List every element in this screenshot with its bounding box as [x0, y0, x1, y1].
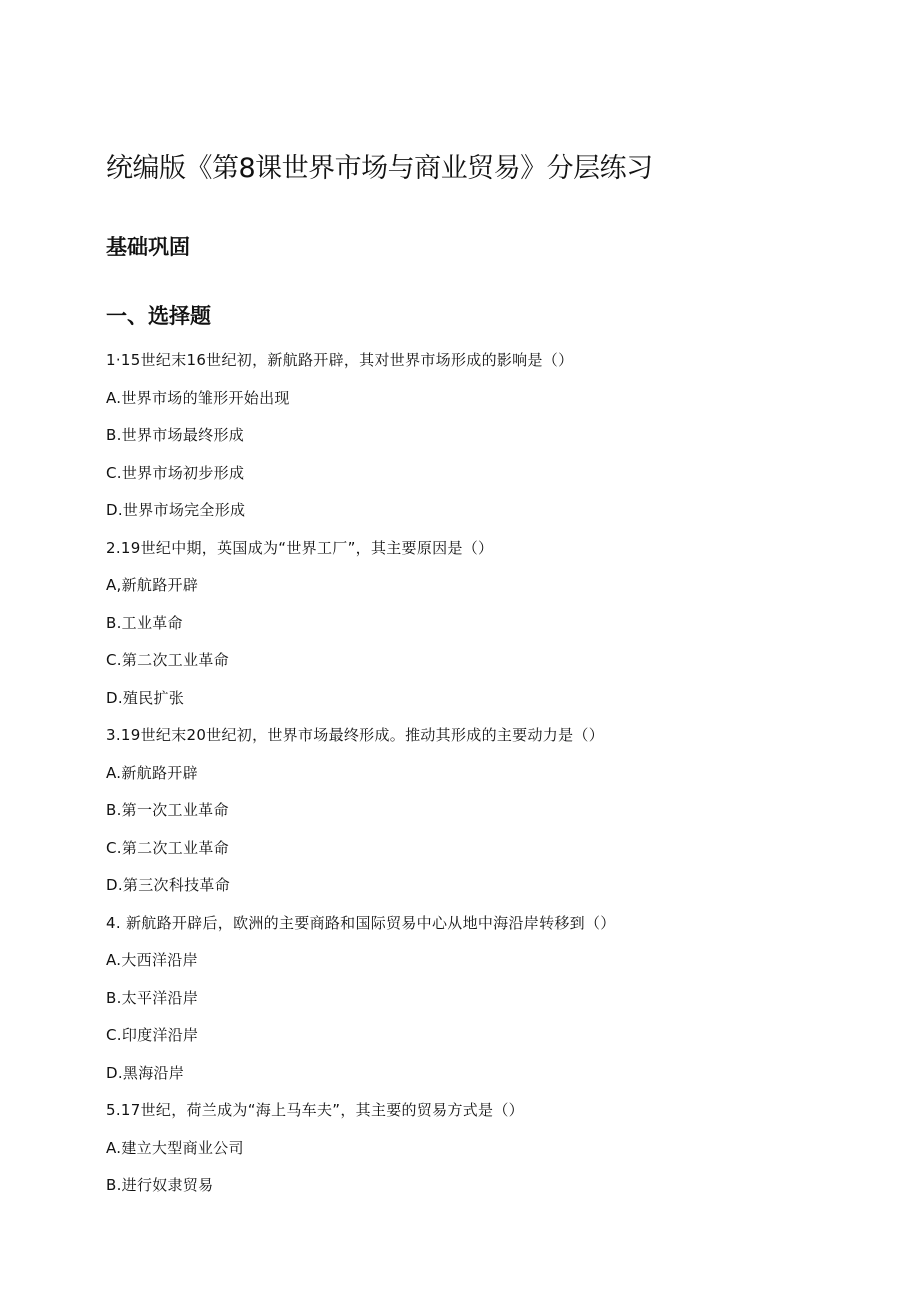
question-stem: 5.17世纪，荷兰成为“海上马车夫”，其主要的贸易方式是（）	[106, 1101, 524, 1119]
option-c: C.印度洋沿岸	[106, 1026, 199, 1044]
option-b: B.进行奴隶贸易	[106, 1176, 214, 1194]
option-d: D.黑海沿岸	[106, 1063, 185, 1082]
option-b: B.第一次工业革命	[106, 801, 229, 819]
question-5	[106, 1092, 846, 1205]
part-title: 一、选择题	[106, 304, 211, 328]
option-b: B.世界市场最终形成	[106, 426, 245, 444]
question-1	[106, 342, 846, 530]
question-2	[106, 530, 846, 718]
question-stem: 1·15世纪末16世纪初，新航路开辟，其对世界市场形成的影响是（）	[106, 351, 574, 369]
option-d: D.殖民扩张	[106, 688, 185, 707]
option-a: A.大西洋沿岸	[106, 951, 198, 969]
option-a: A,新航路开辟	[106, 576, 199, 594]
option-a: A.新航路开辟	[106, 763, 198, 782]
question-list	[106, 342, 846, 1205]
option-d: D.世界市场完全形成	[106, 501, 246, 519]
option-c: C.世界市场初步形成	[106, 463, 245, 482]
question-stem: 3.19世纪末20世纪初，世界市场最终形成。推动其形成的主要动力是（）	[106, 726, 604, 744]
page-title: 统编版《第8课世界市场与商业贸易》分层练习	[106, 153, 653, 184]
option-b: B.太平洋沿岸	[106, 988, 199, 1007]
question-stem: 2.19世纪中期，英国成为“世界工厂”，其主要原因是（）	[106, 538, 494, 557]
option-c: C.第二次工业革命	[106, 651, 229, 669]
option-c: C.第二次工业革命	[106, 838, 229, 857]
option-a: A.世界市场的雏形开始出现	[106, 388, 290, 407]
question-3	[106, 717, 846, 905]
section-title: 基础巩固	[106, 235, 190, 259]
option-b: B.工业革命	[106, 613, 183, 632]
option-d: D.第三次科技革命	[106, 876, 231, 894]
question-4	[106, 905, 846, 1093]
question-stem: 4. 新航路开辟后，欧洲的主要商路和国际贸易中心从地中海沿岸转移到（）	[106, 913, 616, 932]
option-a: A.建立大型商业公司	[106, 1138, 244, 1157]
